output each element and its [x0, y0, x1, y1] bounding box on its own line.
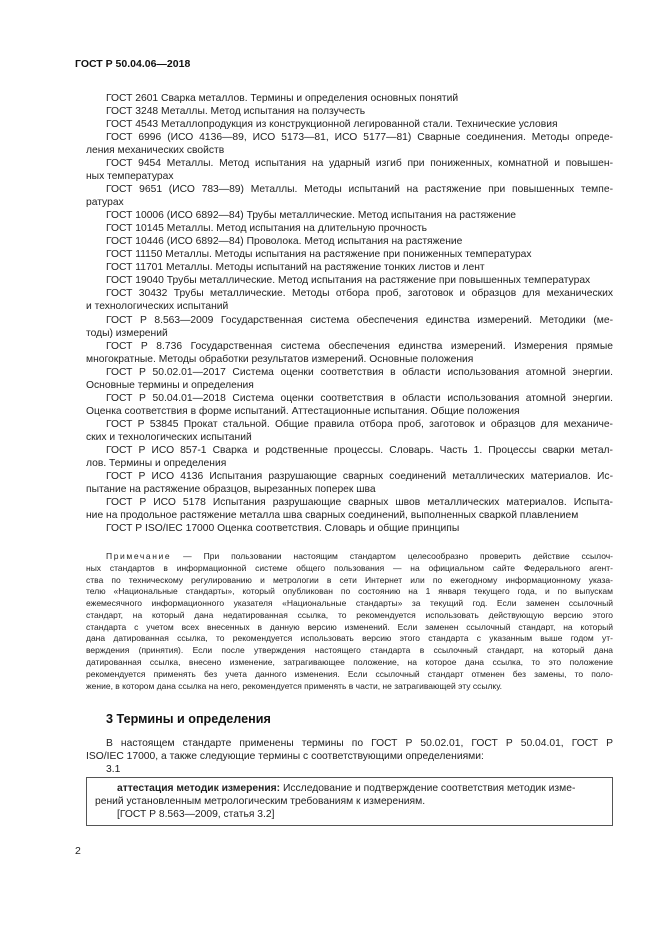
page-number: 2: [75, 845, 81, 857]
reference-item: ГОСТ Р 8.563—2009 Государственная система обеспечения единства измерений. Методики (ме-: [106, 315, 613, 326]
note-first-line: [106, 551, 613, 563]
reference-item: ГОСТ 3248 Металлы. Метод испытания на ползучесть: [106, 106, 366, 117]
term-definition-continued: рений установленным метрологическим требованиям к измерениям.: [95, 796, 426, 807]
term-source: [ГОСТ Р 8.563—2009, статья 3.2]: [117, 809, 275, 820]
note-line: дана датированная ссылка, то рекомендуется использовать версию этого стандарта с указанным выше годом ут-: [86, 633, 613, 643]
reference-item-continued: ных температурах: [86, 171, 174, 182]
reference-item-continued: многократные. Методы обработки результатов измерений. Основные положения: [86, 354, 474, 365]
note-line: ежемесячного информационного указателя «Национальные стандарты» за текущий год. Если заменен ссылочный: [86, 598, 613, 608]
reference-item-continued: пытание на растяжение образцов, вырезанных поперек шва: [86, 484, 376, 495]
note-line: ства по техническому регулированию и метрологии в сети Интернет или по ежегодному информационному указа-: [86, 575, 613, 585]
note-line: рекомендуется применять без учета данного изменения. Если ссылочный стандарт отменен без замены, то поло-: [86, 669, 613, 679]
reference-item-continued: и технологических испытаний: [86, 301, 229, 312]
note-line: верждения (принятия). Если после утверждения настоящего стандарта в ссылочный стандарт, на который дана: [86, 645, 613, 655]
note-text: — При пользовании настоящим стандартом целесообразно проверить действие ссылоч-: [171, 551, 613, 561]
note-line: жение, в котором дана ссылка на него, рекомендуется применять в части, не затрагивающей эту ссылку.: [86, 681, 503, 691]
reference-item: ГОСТ Р 50.04.01—2018 Система оценки соответствия в области использования атомной энергии.: [106, 393, 613, 404]
reference-item: ГОСТ 11701 Металлы. Методы испытаний на растяжение тонких листов и лент: [106, 262, 485, 273]
reference-item: ГОСТ 30432 Трубы металлические. Методы отбора проб, заготовок и образцов для механических: [106, 288, 613, 299]
section-intro-line: ISO/IEC 17000, а также следующие термины с соответствующими определениями:: [86, 751, 484, 762]
reference-item: ГОСТ 19040 Трубы металлические. Метод испытания на растяжение при повышенных температурах: [106, 275, 591, 286]
reference-item-continued: Оценка соответствия в форме испытаний. Аттестационные испытания. Общие положения: [86, 406, 520, 417]
term-number: 3.1: [106, 764, 121, 775]
reference-item: ГОСТ 10446 (ИСО 6892—84) Проволока. Метод испытания на растяжение: [106, 236, 463, 247]
reference-item: ГОСТ 9651 (ИСО 783—89) Металлы. Методы испытаний на растяжение при повышенных темпе-: [106, 184, 613, 195]
reference-item: ГОСТ Р ИСО 4136 Испытания разрушающие сварных соединений металлических материалов. Ис-: [106, 471, 613, 482]
reference-item-continued: ления механических свойств: [86, 145, 225, 156]
reference-item: ГОСТ Р ИСО 5178 Испытания разрушающие сварных швов металлических материалов. Испыта-: [106, 497, 613, 508]
reference-item: ГОСТ Р ISO/IEC 17000 Оценка соответствия. Словарь и общие принципы: [106, 523, 460, 534]
section-intro-line: В настоящем стандарте применены термины по ГОСТ Р 50.02.01, ГОСТ Р 50.04.01, ГОСТ Р: [106, 738, 613, 749]
reference-item: ГОСТ Р 53845 Прокат стальной. Общие правила отбора проб, заготовок и образцов для механиче-: [106, 419, 613, 430]
note-line: телю «Национальные стандарты», который опубликован по состоянию на 1 января текущего года, и по выпускам: [86, 586, 613, 596]
reference-item: ГОСТ 10006 (ИСО 6892—84) Трубы металлические. Метод испытания на растяжение: [106, 210, 516, 221]
reference-item: ГОСТ Р 8.736 Государственная система обеспечения единства измерений. Измерения прямые: [106, 341, 613, 352]
term-name: аттестация методик измерения:: [117, 783, 281, 794]
reference-item: ГОСТ 10145 Металлы. Метод испытания на длительную прочность: [106, 223, 428, 234]
term-definition: Исследование и подтверждение соответствия методик изме-: [280, 783, 576, 794]
section-heading: 3 Термины и определения: [106, 712, 271, 726]
reference-item: ГОСТ 9454 Металлы. Метод испытания на ударный изгиб при пониженных, комнатной и повышен-: [106, 158, 613, 169]
note-label: Примечание: [106, 551, 172, 561]
reference-item: ГОСТ 6996 (ИСО 4136—89, ИСО 5173—81, ИСО 5177—81) Сварные соединения. Методы опреде-: [106, 132, 613, 143]
term-definition-box: [86, 777, 613, 826]
reference-item-continued: ратурах: [86, 197, 124, 208]
document-header: ГОСТ Р 50.04.06—2018: [75, 58, 191, 70]
reference-item: ГОСТ 11150 Металлы. Методы испытания на растяжение при пониженных температурах: [106, 249, 532, 260]
reference-item: ГОСТ Р ИСО 857-1 Сварка и родственные процессы. Словарь. Часть 1. Процессы сварки метал-: [106, 445, 613, 456]
reference-item-continued: Основные термины и определения: [86, 380, 254, 391]
reference-item-continued: тоды) измерений: [86, 328, 168, 339]
term-first-line: [117, 782, 575, 795]
reference-item: ГОСТ Р 50.02.01—2017 Система оценки соответствия в области использования атомной энергии.: [106, 367, 613, 378]
note-line: ных стандартов в информационной системе общего пользования — на официальном сайте Федерального агент-: [86, 563, 613, 573]
note-line: стандарта с учетом всех внесенных в данную версию изменений. Если заменен ссылочный стандарт, на который: [86, 622, 613, 632]
reference-item-continued: ских и технологических испытаний: [86, 432, 252, 443]
reference-item: ГОСТ 2601 Сварка металлов. Термины и определения основных понятий: [106, 93, 459, 104]
reference-item: ГОСТ 4543 Металлопродукция из конструкционной легированной стали. Технические условия: [106, 119, 558, 130]
note-line: датированная ссылка, внесено изменение, затрагивающее положение, на которое дана ссылка, то это положение: [86, 657, 613, 667]
reference-item-continued: ние на продольное растяжение металла шва сварных соединений, выполненных сваркой плавлением: [86, 510, 579, 521]
reference-item-continued: лов. Термины и определения: [86, 458, 227, 469]
note-line: стандарт, на который дана недатированная ссылка, то рекомендуется использовать действующую версию этого: [86, 610, 613, 620]
